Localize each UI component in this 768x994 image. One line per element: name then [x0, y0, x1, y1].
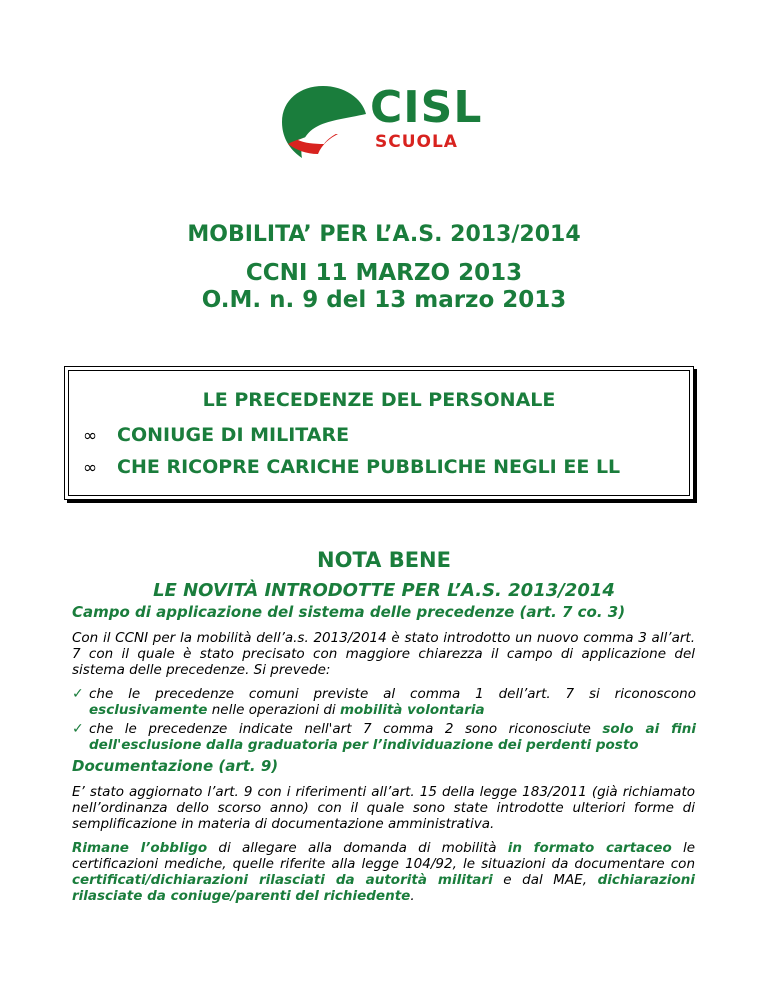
- check-bold: esclusivamente: [89, 702, 208, 718]
- infinity-bullet-icon: ∞: [83, 458, 98, 478]
- logo-emblem-icon: [278, 82, 368, 162]
- logo-scuola-text: SCUOLA: [375, 132, 458, 152]
- check-icon: ✓: [72, 686, 84, 702]
- checklist-text: [89, 721, 696, 753]
- obbligo-text: di allegare alla domanda di mobilità: [207, 840, 508, 856]
- obbligo-bold: Rimane l’obbligo: [72, 840, 208, 856]
- box-title: LE PRECEDENZE DEL PERSONALE: [202, 389, 556, 411]
- check-text: che le precedenze comuni previste al comma 1 dell’art. 7 si riconoscono: [89, 686, 696, 702]
- page-title: MOBILITA’ PER L’A.S. 2013/2014: [187, 222, 581, 247]
- obbligo-paragraph: [72, 840, 695, 904]
- ccni-line: CCNI 11 MARZO 2013: [245, 260, 523, 286]
- box-item-label: CONIUGE DI MILITARE: [117, 424, 350, 446]
- obbligo-bold: in formato cartaceo: [507, 840, 672, 856]
- documentazione-heading: Documentazione (art. 9): [72, 757, 279, 775]
- obbligo-text: e dal MAE,: [492, 872, 598, 888]
- campo-heading: Campo di applicazione del sistema delle precedenze (art. 7 co. 3): [72, 603, 626, 621]
- logo-cisl-text: CISL: [370, 82, 483, 133]
- checklist-text: [89, 686, 696, 718]
- check-bold: mobilità volontaria: [339, 702, 485, 718]
- box-item-label: CHE RICOPRE CARICHE PUBBLICHE NEGLI EE LL: [117, 456, 621, 478]
- box-item-coniuge: [83, 424, 349, 446]
- precedenze-box-inner: [68, 370, 690, 496]
- documentazione-paragraph: E’ stato aggiornato l’art. 9 con i riferimenti all’art. 15 della legge 183/2011 (già richiamato nell’ordinanza dello scorso anno) con il quale sono state introdotte ulteriori forme di semplificazione in materia di documentazione amministrativa.: [72, 784, 695, 832]
- obbligo-bold: dichiarazioni rilasciate da coniuge/parenti del richiedente: [72, 872, 695, 904]
- nota-bene-heading: NOTA BENE: [317, 548, 451, 572]
- box-item-cariche: [83, 456, 620, 478]
- obbligo-bold: certificati/dichiarazioni rilasciati da autorità militari: [72, 872, 493, 888]
- infinity-bullet-icon: ∞: [83, 426, 98, 446]
- obbligo-text: .: [410, 888, 415, 904]
- check-icon: ✓: [72, 721, 84, 737]
- check-bold: solo ai fini dell'esclusione dalla graduatoria per l’individuazione dei perdenti posto: [89, 721, 696, 753]
- novita-subheading: LE NOVITÀ INTRODOTTE PER L’A.S. 2013/2014: [153, 580, 615, 601]
- check-text: che le precedenze indicate nell'art 7 comma 2 sono riconosciute: [89, 721, 603, 737]
- campo-paragraph: Con il CCNI per la mobilità dell’a.s. 2013/2014 è stato introdotto un nuovo comma 3 all’art. 7 con il quale è stato precisato con maggiore chiarezza il campo di applicazione del sistema delle precedenze. Si prevede:: [72, 630, 695, 678]
- check-text: nelle operazioni di: [207, 702, 340, 718]
- obbligo-text: le certificazioni mediche, quelle riferite alla legge 104/92, le situazioni da documentare con: [72, 840, 696, 872]
- om-line: O.M. n. 9 del 13 marzo 2013: [201, 287, 567, 313]
- precedenze-box: [64, 366, 694, 500]
